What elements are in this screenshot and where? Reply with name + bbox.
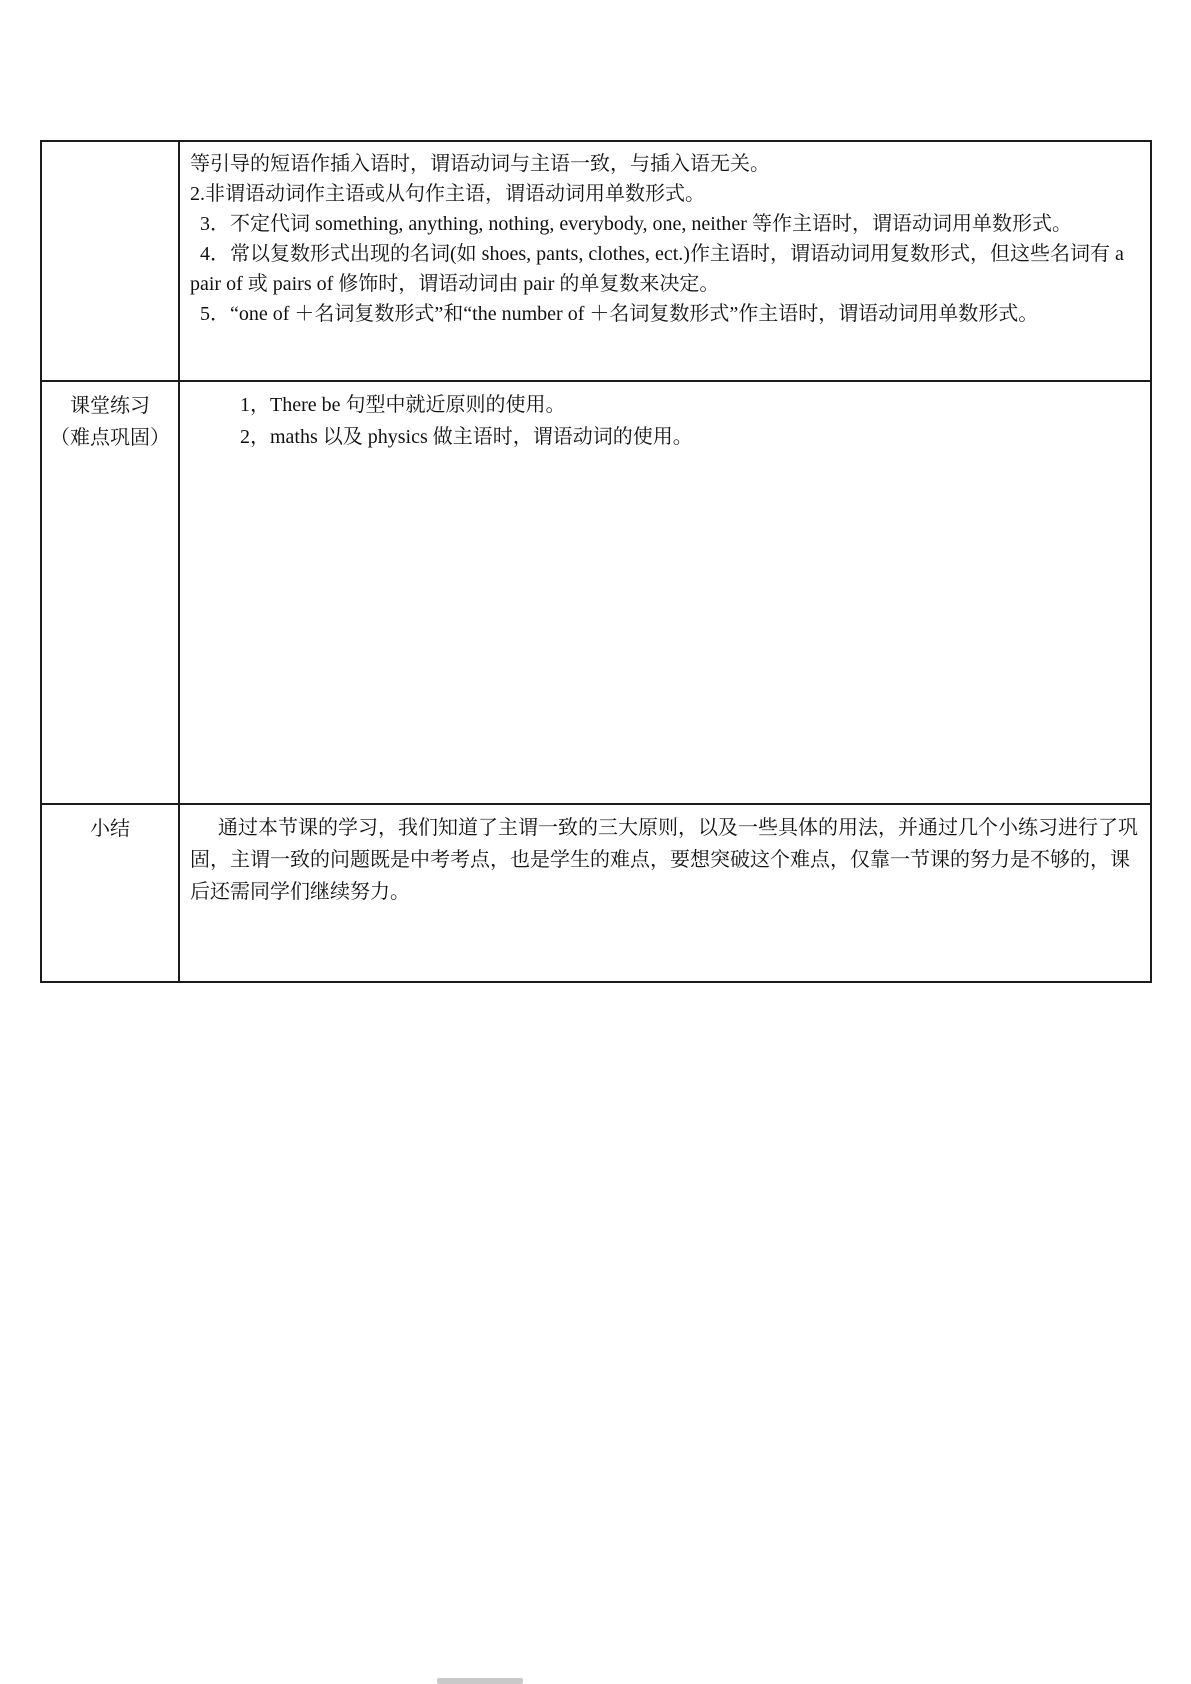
page-bottom-artifact: [437, 1678, 523, 1684]
practice-item: 2，maths 以及 physics 做主语时，谓语动词的使用。: [240, 426, 693, 448]
grammar-note-paragraph: 2.非谓语动词作主语或从句作主语，谓语动词用单数形式。: [190, 183, 705, 205]
grammar-note-paragraph: 4．常以复数形式出现的名词(如 shoes, pants, clothes, ect.)作主语时，谓语动词用复数形式，但这些名词有 a pair of 或 pairs of 修饰时，谓语动词由 pair 的单复数来决定。: [190, 243, 1124, 295]
label-line: （难点巩固）: [50, 427, 170, 449]
classroom-practice-label: [42, 382, 180, 803]
row-grammar-notes: [42, 142, 1150, 380]
grammar-note-paragraph: 等引导的短语作插入语时，谓语动词与主语一致，与插入语无关。: [190, 153, 770, 175]
summary-paragraph: 通过本节课的学习，我们知道了主谓一致的三大原则，以及一些具体的用法，并通过几个小练习进行了巩固，主谓一致的问题既是中考考点，也是学生的难点，要想突破这个难点，仅靠一节课的努力是不够的，课后还需同学们继续努力。: [190, 817, 1138, 903]
grammar-note-paragraph: 3．不定代词 something, anything, nothing, everybody, one, neither 等作主语时，谓语动词用单数形式。: [200, 213, 1072, 235]
lesson-plan-table: [40, 140, 1152, 983]
label-line: 小结: [90, 818, 130, 840]
grammar-notes-content: [180, 142, 1150, 380]
row-classroom-practice: [42, 380, 1150, 803]
row-summary: [42, 803, 1150, 981]
summary-content: [180, 805, 1150, 981]
practice-item: 1，There be 句型中就近原则的使用。: [240, 394, 566, 416]
label-line: 课堂练习: [70, 395, 150, 417]
summary-label: [42, 805, 180, 981]
grammar-note-paragraph: 5．“one of ＋名词复数形式”和“the number of ＋名词复数形式”作主语时，谓语动词用单数形式。: [200, 303, 1039, 325]
grammar-notes-label-cell: [42, 142, 180, 380]
classroom-practice-content: [180, 382, 1150, 803]
